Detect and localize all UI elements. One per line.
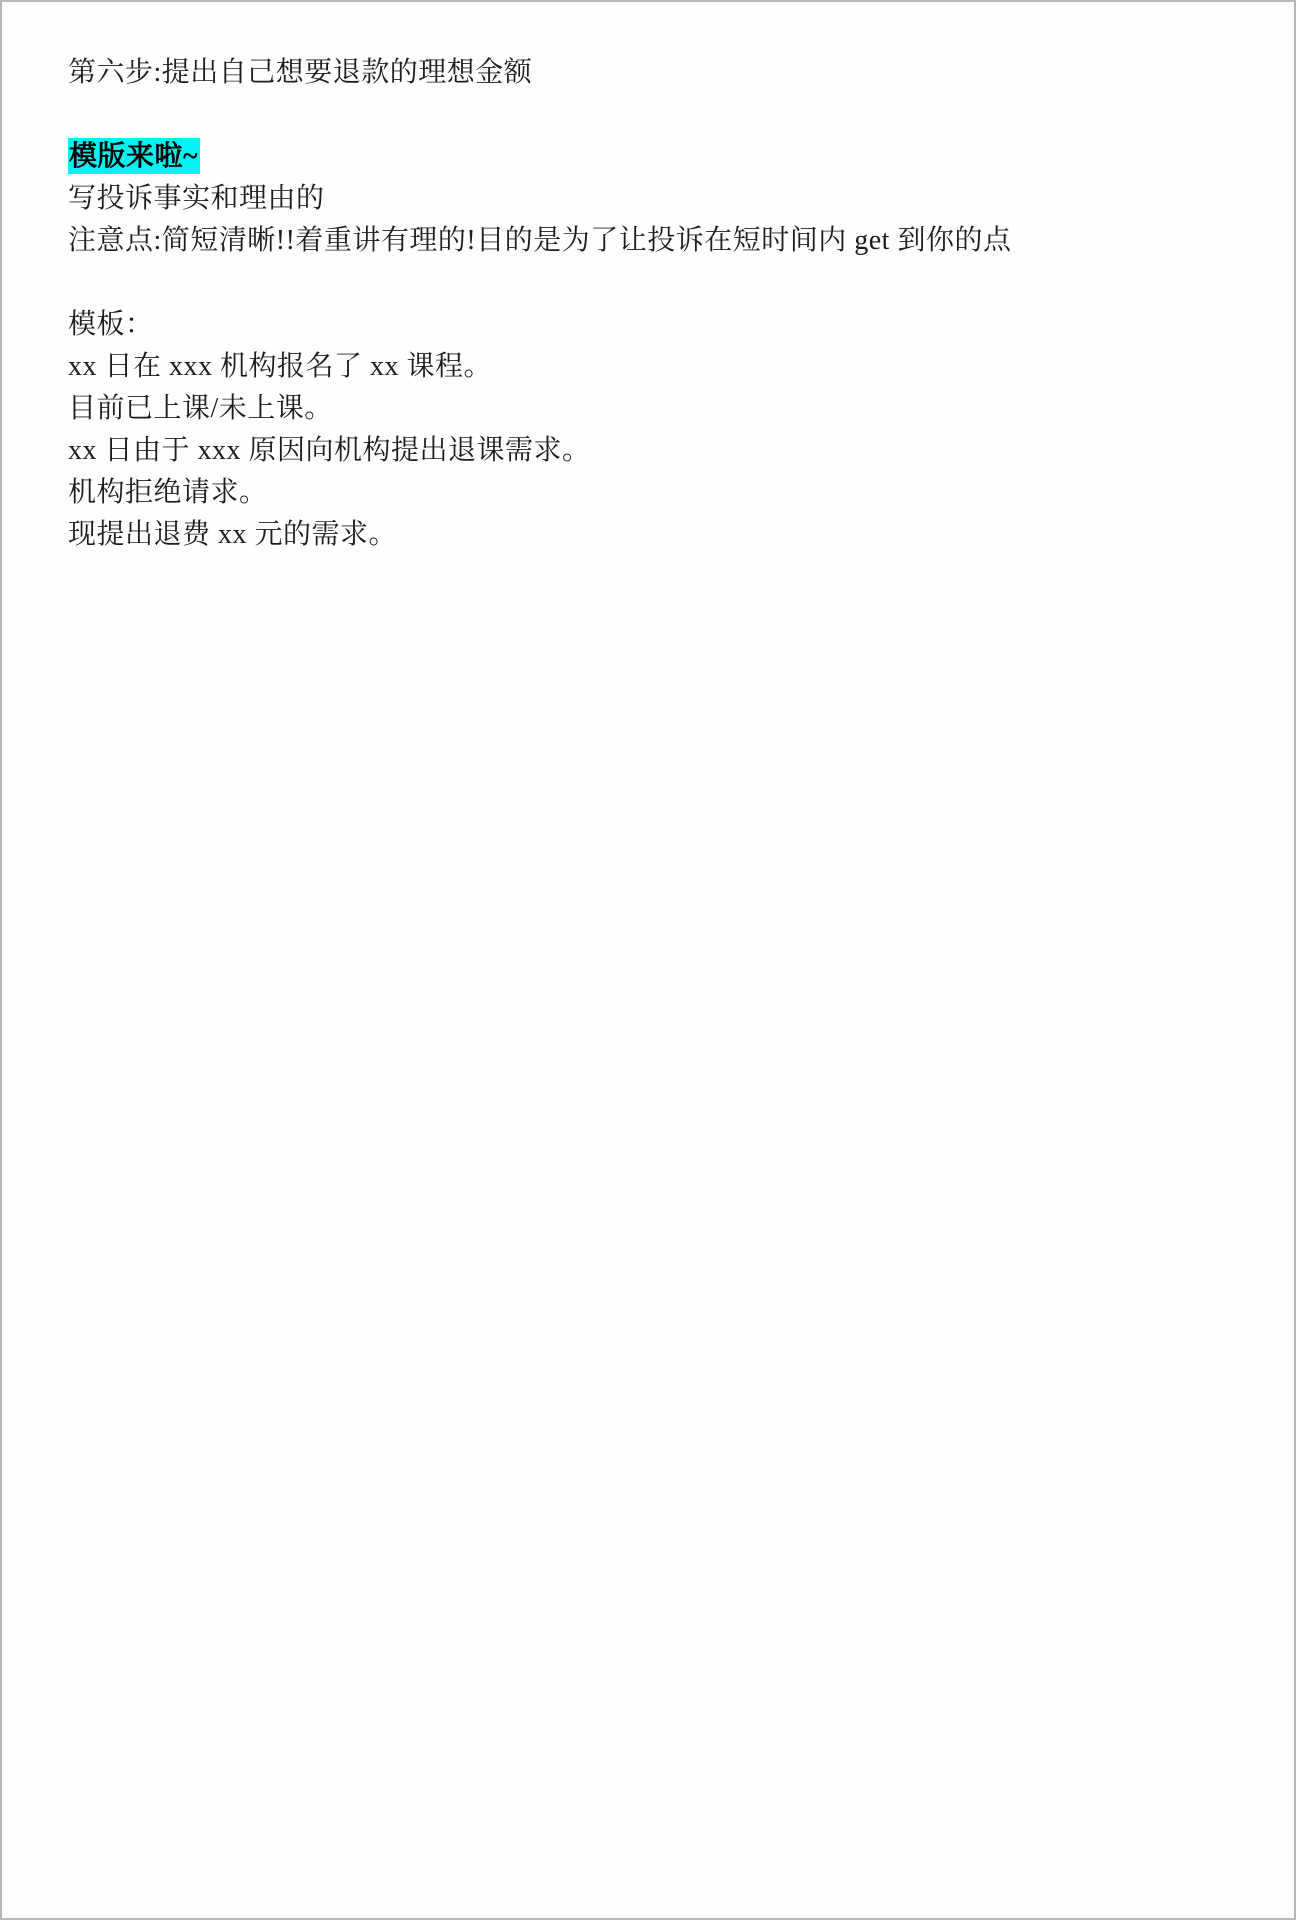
template-label: 模板： xyxy=(68,309,154,340)
template-line-4: 机构拒绝请求。 xyxy=(68,477,268,508)
template-line-5: 现提出退费 xx 元的需求。 xyxy=(68,519,398,550)
blank-line xyxy=(68,262,1238,304)
template-line-3: xx 日由于 xxx 原因向机构提出退课需求。 xyxy=(68,435,591,466)
intro-line-2: 注意点:简短清晰!!着重讲有理的!目的是为了让投诉在短时间内 get 到你的点 xyxy=(68,225,1012,256)
template-line-1: xx 日在 xxx 机构报名了 xx 课程。 xyxy=(68,351,493,382)
template-line-2: 目前已上课/未上课。 xyxy=(68,393,333,424)
intro-line-1: 写投诉事实和理由的 xyxy=(68,183,325,214)
step-heading: 第六步:提出自己想要退款的理想金额 xyxy=(68,57,533,88)
highlighted-title: 模版来啦~ xyxy=(68,138,200,174)
blank-line xyxy=(68,94,1238,136)
highlight-line xyxy=(68,136,1238,178)
